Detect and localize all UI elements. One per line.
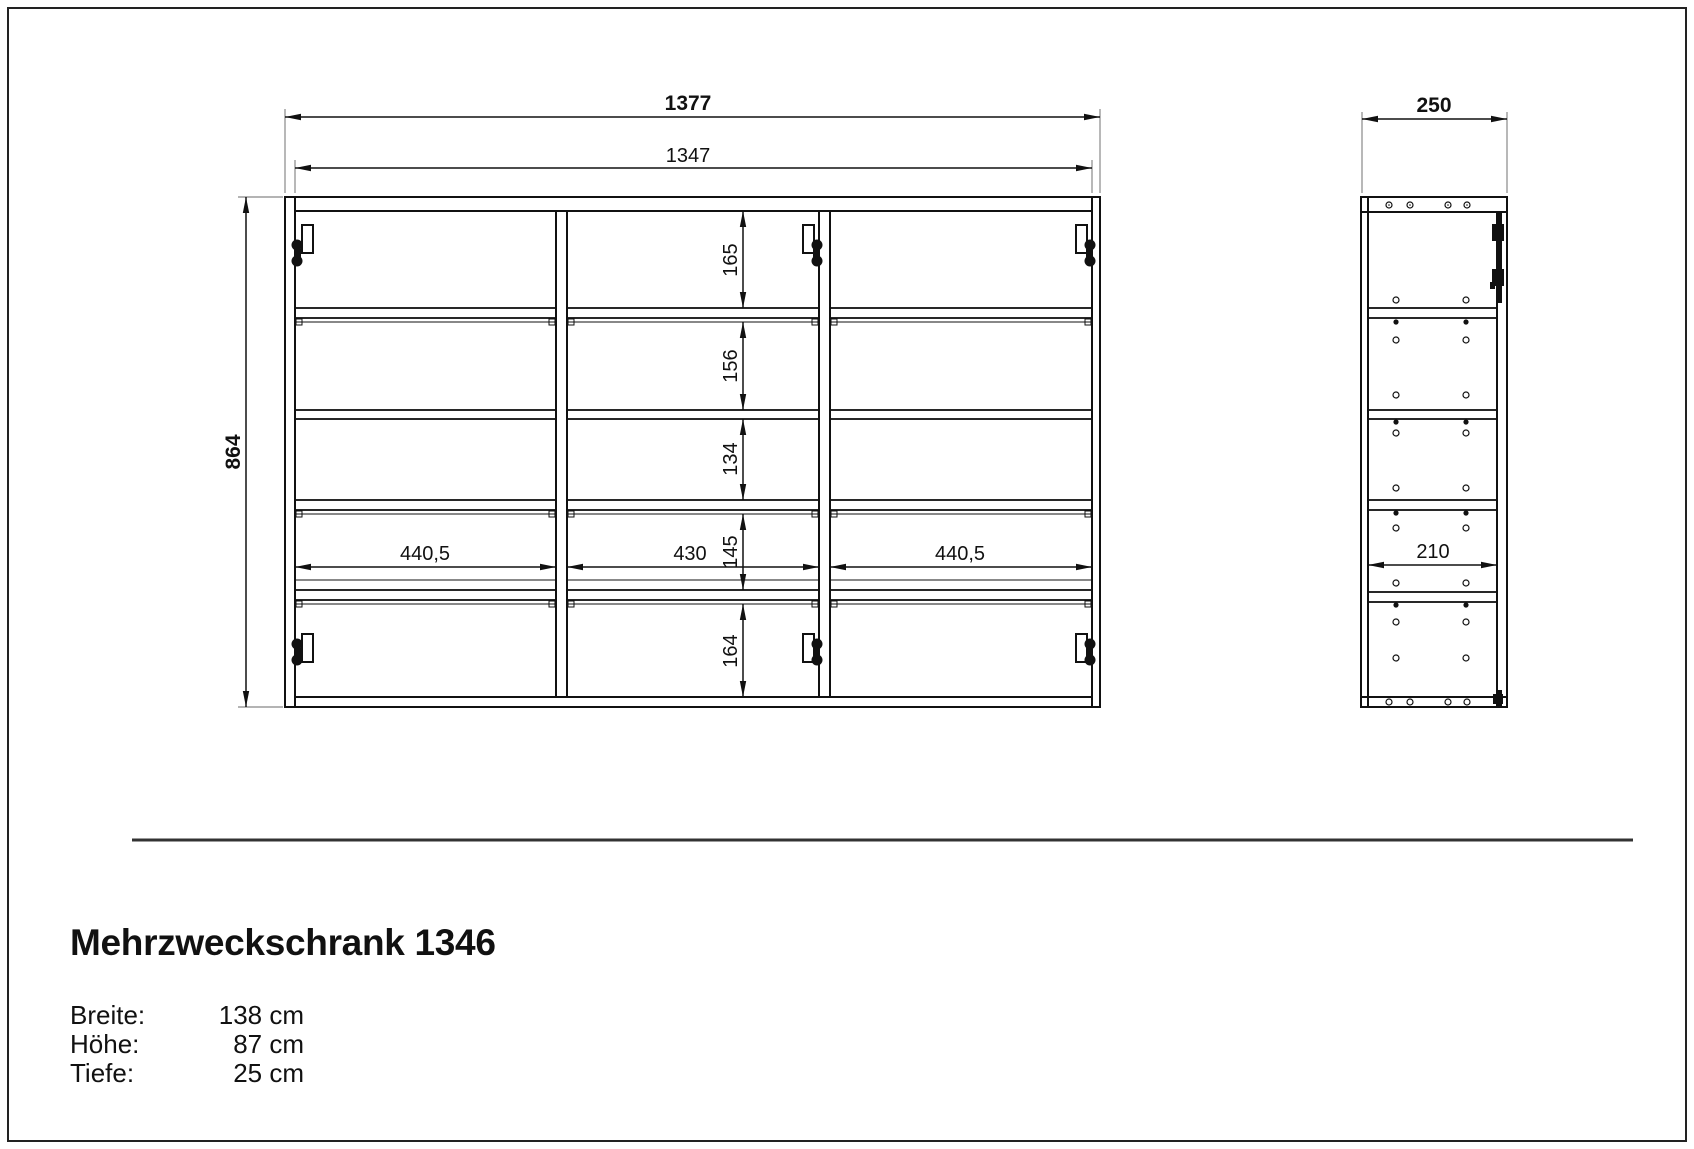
dim-bay-width-label: 440,5 <box>934 543 986 565</box>
dim-height-label: 864 <box>222 434 245 470</box>
spec-label: Höhe: <box>70 1029 140 1059</box>
product-title: Mehrzweckschrank 1346 <box>70 922 496 963</box>
spec-label: Breite: <box>70 1000 146 1030</box>
side-top-panel <box>1361 197 1507 212</box>
side-back-panel <box>1361 197 1368 707</box>
panel-screw-holes <box>1386 202 1470 705</box>
side-carcass <box>1361 197 1507 707</box>
dim-cell-height-label: 145 <box>720 535 742 569</box>
side-view-dimensions <box>1362 94 1507 565</box>
side-view <box>1361 197 1507 707</box>
dim-inner-width-label: 1347 <box>665 145 711 167</box>
dim-inner-depth-label: 210 <box>1416 541 1450 563</box>
spec-label: Tiefe: <box>70 1058 135 1088</box>
dim-bay-width-label: 440,5 <box>399 543 451 565</box>
right-side-panel <box>1092 197 1100 707</box>
dim-bay-width-label: 430 <box>673 543 707 565</box>
shelf-pin-holes <box>1393 297 1469 661</box>
dim-cell-height-label: 134 <box>720 442 742 476</box>
left-side-panel <box>285 197 295 707</box>
bottom-panel <box>295 697 1092 707</box>
dim-depth-label: 250 <box>1416 94 1452 117</box>
dim-cell-height-label: 164 <box>720 634 742 668</box>
spec-row-breite <box>70 1001 304 1030</box>
dim-cell-height-label: 165 <box>720 243 742 277</box>
dim-cell-height-label: 156 <box>720 349 742 383</box>
spec-value: 138 cm <box>218 1000 304 1030</box>
divider-left <box>556 211 567 697</box>
spec-row-hoehe <box>70 1030 304 1059</box>
divider-right <box>819 211 830 697</box>
dim-outer-width-label: 1377 <box>664 92 712 115</box>
spec-table <box>70 1001 304 1088</box>
spec-row-tiefe <box>70 1059 304 1088</box>
spec-value: 87 cm <box>233 1029 304 1059</box>
spec-value: 25 cm <box>233 1058 304 1088</box>
top-panel <box>295 197 1092 211</box>
page-border <box>8 8 1686 1141</box>
side-bottom-panel <box>1361 697 1507 707</box>
front-carcass <box>285 197 1100 707</box>
front-view <box>285 197 1100 707</box>
front-view-dimensions <box>222 92 1100 707</box>
